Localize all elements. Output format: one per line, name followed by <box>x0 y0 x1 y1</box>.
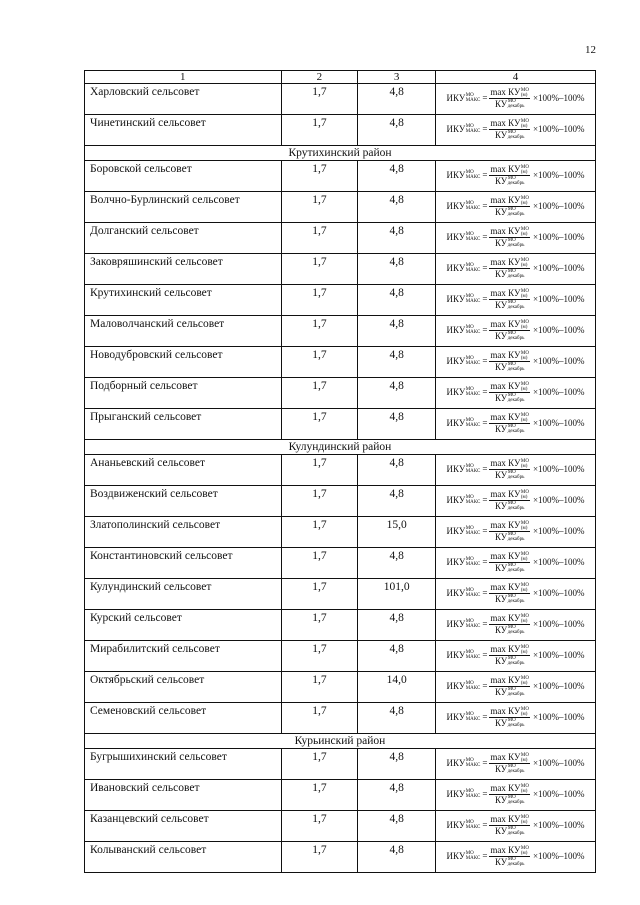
index-formula: ИКУ МО МАКС = max КУ МО (м) КУ МО декабрь ×100%–100% <box>446 225 585 249</box>
index-formula: ИКУ МО МАКС = max КУ МО (м) КУ МО декабрь ×100%–100% <box>446 457 585 481</box>
index-formula: ИКУ МО МАКС = max КУ МО (м) КУ МО декабрь ×100%–100% <box>446 674 585 698</box>
municipality-name: Харловский сельсовет <box>85 84 282 115</box>
value-col-3: 4,8 <box>358 641 436 672</box>
formula-lhs: ИКУ МО МАКС <box>446 494 481 506</box>
formula-lhs: ИКУ МО МАКС <box>446 417 481 429</box>
value-col-2: 1,7 <box>281 548 358 579</box>
formula-fraction: max КУ МО (м) КУ МО декабрь <box>490 117 529 141</box>
formula-lhs: ИКУ МО МАКС <box>446 463 481 475</box>
municipality-name: Прыганский сельсовет <box>85 409 282 440</box>
page-number: 12 <box>585 44 596 56</box>
municipality-name: Семеновский сельсовет <box>85 703 282 734</box>
formula-cell <box>436 579 596 610</box>
table-row <box>85 192 596 223</box>
value-col-3: 4,8 <box>358 161 436 192</box>
formula-lhs: ИКУ МО МАКС <box>446 231 481 243</box>
formula-fraction: max КУ МО (м) КУ МО декабрь <box>490 813 529 837</box>
index-formula: ИКУ МО МАКС = max КУ МО (м) КУ МО декабрь ×100%–100% <box>446 163 585 187</box>
formula-fraction: max КУ МО (м) КУ МО декабрь <box>490 256 529 280</box>
municipality-name: Боровской сельсовет <box>85 161 282 192</box>
formula-fraction: max КУ МО (м) КУ МО декабрь <box>490 612 529 636</box>
index-formula: ИКУ МО МАКС = max КУ МО (м) КУ МО декабрь ×100%–100% <box>446 844 585 868</box>
table-row <box>85 842 596 873</box>
value-col-3: 4,8 <box>358 455 436 486</box>
formula-lhs: ИКУ МО МАКС <box>446 788 481 800</box>
formula-fraction: max КУ МО (м) КУ МО декабрь <box>490 457 529 481</box>
municipality-name: Долганский сельсовет <box>85 223 282 254</box>
formula-lhs: ИКУ МО МАКС <box>446 324 481 336</box>
table-row <box>85 672 596 703</box>
formula-cell <box>436 285 596 316</box>
municipality-name: Подборный сельсовет <box>85 378 282 409</box>
formula-lhs: ИКУ МО МАКС <box>446 850 481 862</box>
value-col-3: 4,8 <box>358 486 436 517</box>
formula-fraction: max КУ МО (м) КУ МО декабрь <box>490 86 529 110</box>
table-row <box>85 548 596 579</box>
municipality-name: Воздвиженский сельсовет <box>85 486 282 517</box>
value-col-2: 1,7 <box>281 223 358 254</box>
table-row <box>85 161 596 192</box>
municipality-name: Златополинский сельсовет <box>85 517 282 548</box>
municipality-name: Ивановский сельсовет <box>85 780 282 811</box>
municipality-name: Ананьевский сельсовет <box>85 455 282 486</box>
table-row <box>85 254 596 285</box>
formula-cell <box>436 223 596 254</box>
formula-lhs: ИКУ МО МАКС <box>446 587 481 599</box>
formula-fraction: max КУ МО (м) КУ МО декабрь <box>490 674 529 698</box>
value-col-2: 1,7 <box>281 192 358 223</box>
municipality-name: Маловолчанский сельсовет <box>85 316 282 347</box>
value-col-2: 1,7 <box>281 610 358 641</box>
formula-cell <box>436 610 596 641</box>
formula-lhs: ИКУ МО МАКС <box>446 293 481 305</box>
formula-cell <box>436 161 596 192</box>
table-row <box>85 703 596 734</box>
district-section-row <box>85 146 596 161</box>
value-col-2: 1,7 <box>281 378 358 409</box>
formula-cell <box>436 378 596 409</box>
formula-cell <box>436 842 596 873</box>
index-formula: ИКУ МО МАКС = max КУ МО (м) КУ МО декабрь ×100%–100% <box>446 751 585 775</box>
value-col-2: 1,7 <box>281 703 358 734</box>
table-row <box>85 84 596 115</box>
municipality-name: Бугрышихинский сельсовет <box>85 749 282 780</box>
table-row <box>85 455 596 486</box>
formula-fraction: max КУ МО (м) КУ МО декабрь <box>490 643 529 667</box>
value-col-3: 4,8 <box>358 703 436 734</box>
district-section-row <box>85 734 596 749</box>
formula-fraction: max КУ МО (м) КУ МО декабрь <box>490 751 529 775</box>
formula-lhs: ИКУ МО МАКС <box>446 200 481 212</box>
municipality-name: Заковряшинский сельсовет <box>85 254 282 285</box>
value-col-2: 1,7 <box>281 84 358 115</box>
value-col-2: 1,7 <box>281 780 358 811</box>
formula-fraction: max КУ МО (м) КУ МО декабрь <box>490 287 529 311</box>
value-col-2: 1,7 <box>281 409 358 440</box>
table-row <box>85 579 596 610</box>
municipality-name: Курский сельсовет <box>85 610 282 641</box>
value-col-3: 4,8 <box>358 192 436 223</box>
value-col-2: 1,7 <box>281 347 358 378</box>
formula-cell <box>436 316 596 347</box>
table-row <box>85 610 596 641</box>
formula-lhs: ИКУ МО МАКС <box>446 680 481 692</box>
value-col-3: 101,0 <box>358 579 436 610</box>
index-formula: ИКУ МО МАКС = max КУ МО (м) КУ МО декабрь ×100%–100% <box>446 318 585 342</box>
formula-cell <box>436 84 596 115</box>
formula-cell <box>436 703 596 734</box>
formula-fraction: max КУ МО (м) КУ МО декабрь <box>490 519 529 543</box>
index-formula: ИКУ МО МАКС = max КУ МО (м) КУ МО декабрь ×100%–100% <box>446 550 585 574</box>
header-col-3: 3 <box>358 71 436 84</box>
formula-fraction: max КУ МО (м) КУ МО декабрь <box>490 411 529 435</box>
table-row <box>85 780 596 811</box>
formula-fraction: max КУ МО (м) КУ МО декабрь <box>490 581 529 605</box>
header-row <box>85 71 596 84</box>
formula-lhs: ИКУ МО МАКС <box>446 525 481 537</box>
index-formula: ИКУ МО МАКС = max КУ МО (м) КУ МО декабрь ×100%–100% <box>446 643 585 667</box>
index-formula: ИКУ МО МАКС = max КУ МО (м) КУ МО декабрь ×100%–100% <box>446 194 585 218</box>
value-col-3: 4,8 <box>358 842 436 873</box>
value-col-3: 15,0 <box>358 517 436 548</box>
value-col-3: 4,8 <box>358 223 436 254</box>
table-row <box>85 115 596 146</box>
district-section-row <box>85 440 596 455</box>
index-formula: ИКУ МО МАКС = max КУ МО (м) КУ МО декабрь ×100%–100% <box>446 813 585 837</box>
formula-cell <box>436 115 596 146</box>
formula-cell <box>436 811 596 842</box>
value-col-2: 1,7 <box>281 579 358 610</box>
municipality-name: Новодубровский сельсовет <box>85 347 282 378</box>
formula-lhs: ИКУ МО МАКС <box>446 92 481 104</box>
municipality-name: Константиновский сельсовет <box>85 548 282 579</box>
municipality-name: Октябрьский сельсовет <box>85 672 282 703</box>
municipality-name: Чинетинский сельсовет <box>85 115 282 146</box>
formula-lhs: ИКУ МО МАКС <box>446 711 481 723</box>
value-col-2: 1,7 <box>281 115 358 146</box>
formula-cell <box>436 548 596 579</box>
district-title: Крутихинский район <box>85 146 596 161</box>
municipality-name: Казанцевский сельсовет <box>85 811 282 842</box>
table-row <box>85 409 596 440</box>
header-col-1: 1 <box>85 71 282 84</box>
district-title: Кулундинский район <box>85 440 596 455</box>
table-row <box>85 378 596 409</box>
formula-fraction: max КУ МО (м) КУ МО декабрь <box>490 380 529 404</box>
formula-fraction: max КУ МО (м) КУ МО декабрь <box>490 318 529 342</box>
table-row <box>85 486 596 517</box>
value-col-3: 4,8 <box>358 285 436 316</box>
value-col-2: 1,7 <box>281 811 358 842</box>
formula-fraction: max КУ МО (м) КУ МО декабрь <box>490 782 529 806</box>
index-formula: ИКУ МО МАКС = max КУ МО (м) КУ МО декабрь ×100%–100% <box>446 488 585 512</box>
value-col-2: 1,7 <box>281 672 358 703</box>
formula-fraction: max КУ МО (м) КУ МО декабрь <box>490 705 529 729</box>
formula-cell <box>436 517 596 548</box>
formula-cell <box>436 486 596 517</box>
index-formula: ИКУ МО МАКС = max КУ МО (м) КУ МО декабрь ×100%–100% <box>446 117 585 141</box>
table-row <box>85 811 596 842</box>
value-col-3: 4,8 <box>358 610 436 641</box>
municipality-name: Кулундинский сельсовет <box>85 579 282 610</box>
value-col-2: 1,7 <box>281 161 358 192</box>
district-title: Курьинский район <box>85 734 596 749</box>
formula-cell <box>436 455 596 486</box>
index-formula: ИКУ МО МАКС = max КУ МО (м) КУ МО декабрь ×100%–100% <box>446 581 585 605</box>
table-row <box>85 347 596 378</box>
formula-fraction: max КУ МО (м) КУ МО декабрь <box>490 844 529 868</box>
index-formula: ИКУ МО МАКС = max КУ МО (м) КУ МО декабрь ×100%–100% <box>446 519 585 543</box>
municipality-name: Мирабилитский сельсовет <box>85 641 282 672</box>
value-col-3: 4,8 <box>358 780 436 811</box>
formula-fraction: max КУ МО (м) КУ МО декабрь <box>490 550 529 574</box>
formula-cell <box>436 254 596 285</box>
table-row <box>85 641 596 672</box>
formula-fraction: max КУ МО (м) КУ МО декабрь <box>490 163 529 187</box>
tariff-table <box>84 70 596 873</box>
value-col-2: 1,7 <box>281 486 358 517</box>
formula-lhs: ИКУ МО МАКС <box>446 123 481 135</box>
table-row <box>85 285 596 316</box>
formula-cell <box>436 641 596 672</box>
value-col-2: 1,7 <box>281 316 358 347</box>
index-formula: ИКУ МО МАКС = max КУ МО (м) КУ МО декабрь ×100%–100% <box>446 86 585 110</box>
index-formula: ИКУ МО МАКС = max КУ МО (м) КУ МО декабрь ×100%–100% <box>446 287 585 311</box>
formula-cell <box>436 749 596 780</box>
formula-cell <box>436 347 596 378</box>
value-col-3: 4,8 <box>358 548 436 579</box>
value-col-2: 1,7 <box>281 749 358 780</box>
table-row <box>85 749 596 780</box>
formula-fraction: max КУ МО (м) КУ МО декабрь <box>490 194 529 218</box>
formula-lhs: ИКУ МО МАКС <box>446 757 481 769</box>
table-body <box>85 84 596 873</box>
formula-lhs: ИКУ МО МАКС <box>446 556 481 568</box>
index-formula: ИКУ МО МАКС = max КУ МО (м) КУ МО декабрь ×100%–100% <box>446 782 585 806</box>
value-col-3: 4,8 <box>358 749 436 780</box>
index-formula: ИКУ МО МАКС = max КУ МО (м) КУ МО декабрь ×100%–100% <box>446 380 585 404</box>
index-formula: ИКУ МО МАКС = max КУ МО (м) КУ МО декабрь ×100%–100% <box>446 349 585 373</box>
value-col-3: 4,8 <box>358 378 436 409</box>
value-col-3: 4,8 <box>358 84 436 115</box>
formula-lhs: ИКУ МО МАКС <box>446 649 481 661</box>
table-row <box>85 316 596 347</box>
value-col-2: 1,7 <box>281 455 358 486</box>
header-col-2: 2 <box>281 71 358 84</box>
formula-fraction: max КУ МО (м) КУ МО декабрь <box>490 349 529 373</box>
formula-lhs: ИКУ МО МАКС <box>446 169 481 181</box>
value-col-3: 4,8 <box>358 115 436 146</box>
formula-cell <box>436 780 596 811</box>
header-col-4: 4 <box>436 71 596 84</box>
table-row <box>85 517 596 548</box>
value-col-3: 14,0 <box>358 672 436 703</box>
value-col-2: 1,7 <box>281 285 358 316</box>
formula-lhs: ИКУ МО МАКС <box>446 355 481 367</box>
formula-lhs: ИКУ МО МАКС <box>446 819 481 831</box>
formula-lhs: ИКУ МО МАКС <box>446 262 481 274</box>
value-col-2: 1,7 <box>281 842 358 873</box>
value-col-2: 1,7 <box>281 641 358 672</box>
formula-cell <box>436 409 596 440</box>
index-formula: ИКУ МО МАКС = max КУ МО (м) КУ МО декабрь ×100%–100% <box>446 411 585 435</box>
municipality-name: Волчно-Бурлинский сельсовет <box>85 192 282 223</box>
value-col-3: 4,8 <box>358 409 436 440</box>
value-col-2: 1,7 <box>281 254 358 285</box>
formula-lhs: ИКУ МО МАКС <box>446 386 481 398</box>
index-formula: ИКУ МО МАКС = max КУ МО (м) КУ МО декабрь ×100%–100% <box>446 612 585 636</box>
value-col-3: 4,8 <box>358 316 436 347</box>
formula-cell <box>436 672 596 703</box>
municipality-name: Крутихинский сельсовет <box>85 285 282 316</box>
table-row <box>85 223 596 254</box>
formula-fraction: max КУ МО (м) КУ МО декабрь <box>490 488 529 512</box>
formula-fraction: max КУ МО (м) КУ МО декабрь <box>490 225 529 249</box>
index-formula: ИКУ МО МАКС = max КУ МО (м) КУ МО декабрь ×100%–100% <box>446 256 585 280</box>
value-col-3: 4,8 <box>358 811 436 842</box>
value-col-2: 1,7 <box>281 517 358 548</box>
value-col-3: 4,8 <box>358 347 436 378</box>
municipality-name: Колыванский сельсовет <box>85 842 282 873</box>
value-col-3: 4,8 <box>358 254 436 285</box>
index-formula: ИКУ МО МАКС = max КУ МО (м) КУ МО декабрь ×100%–100% <box>446 705 585 729</box>
formula-lhs: ИКУ МО МАКС <box>446 618 481 630</box>
formula-cell <box>436 192 596 223</box>
